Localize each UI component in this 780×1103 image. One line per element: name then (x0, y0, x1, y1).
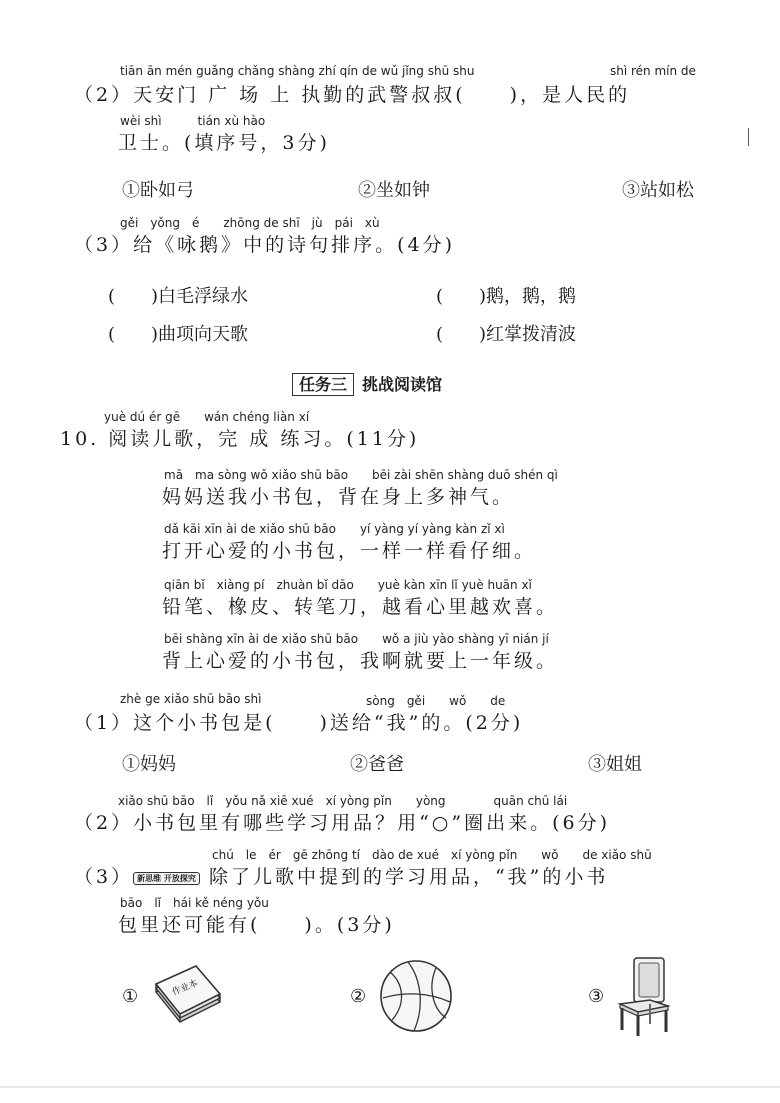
poem-pinyin-2: dǎ kāi xīn ài de xiǎo shū bāo yí yàng yí yàng kàn zǐ xì (164, 522, 505, 536)
q9-2-line-2: 卫士。(填序号，3分) (118, 132, 330, 154)
picture-label-1[interactable]: ① (122, 986, 139, 1007)
q10-1-pinyin-1: zhè ge xiǎo shū bāo shì (120, 692, 262, 706)
q9-3-item-3[interactable]: ( )曲项向天歌 (108, 324, 249, 345)
q10-3-line-1: 除了儿歌中提到的学习用品，“我”的小书 (208, 866, 609, 888)
margin-tick (748, 128, 749, 146)
poem-line-3: 铅笔、橡皮、转笔刀，越看心里越欢喜。 (162, 596, 559, 618)
q10-line: 10. 阅读儿歌，完 成 练习。(11分) (60, 428, 420, 450)
q9-3-item-2[interactable]: ( )鹅，鹅，鹅 (436, 286, 577, 307)
section-box-label: 任务三 (292, 373, 354, 396)
poem-line-4: 背上心爱的小书包，我啊就要上一年级。 (162, 650, 559, 672)
q9-2-option-1[interactable]: ①卧如弓 (122, 180, 194, 201)
q10-3-line-1-wrap (74, 862, 608, 889)
section-header (292, 372, 442, 395)
q10-2-pinyin: xiǎo shū bāo lǐ yǒu nǎ xiē xué xí yòng pǐn yòng quān chū lái (118, 794, 568, 808)
q10-3-pinyin-2: bāo lǐ hái kě néng yǒu (120, 896, 269, 910)
q9-2-pinyin-1: tiān ān mén guǎng chǎng shàng zhí qín de wǔ jǐng shū shu (120, 64, 475, 78)
poem-pinyin-1: mā ma sòng wǒ xiǎo shū bāo bēi zài shēn shàng duō shén qì (164, 468, 558, 482)
q10-1-option-3[interactable]: ③姐姐 (588, 754, 642, 775)
q10-3-line-2: 包里还可能有( )。(3分) (118, 914, 395, 936)
section-title: 挑战阅读馆 (362, 375, 443, 394)
poem-line-1: 妈妈送我小书包，背在身上多神气。 (162, 486, 515, 508)
q9-3-pinyin: gěi yǒng é zhōng de shī jù pái xù (120, 216, 380, 230)
q10-1-pinyin-2: sòng gěi wǒ de (366, 694, 506, 708)
q10-1-option-2[interactable]: ②爸爸 (350, 754, 404, 775)
q9-2-pinyin-2: shì rén mín de (610, 64, 696, 78)
picture-label-2[interactable]: ② (350, 986, 367, 1007)
q9-3-item-4[interactable]: ( )红掌拨清波 (436, 324, 577, 345)
new-thinking-badge: 新思维 开放探究 (133, 872, 200, 885)
book-cover-text: 作业本 (170, 978, 200, 998)
chair-image[interactable] (612, 954, 676, 1038)
poem-line-2: 打开心爱的小书包，一样一样看仔细。 (162, 540, 537, 562)
q10-1-option-1[interactable]: ①妈妈 (122, 754, 176, 775)
q10-pinyin: yuè dú ér gē wán chéng liàn xí (104, 410, 310, 424)
q9-2-option-3[interactable]: ③站如松 (622, 180, 694, 201)
q9-2-option-2[interactable]: ②坐如钟 (358, 180, 430, 201)
page-bottom-divider (0, 1086, 780, 1088)
q10-2-line: （2）小书包里有哪些学习用品？用“○”圈出来。(6分) (74, 812, 611, 834)
q9-2-pinyin-3: wèi shì tián xù hào (120, 114, 266, 128)
q9-3-item-1[interactable]: ( )白毛浮绿水 (108, 286, 249, 307)
q10-3-pinyin-1: chú le ér gē zhōng tí dào de xué xí yòng pǐn wǒ de xiǎo shū (212, 848, 652, 862)
q10-3-number: （3） (74, 866, 134, 888)
homework-book-image[interactable] (146, 952, 226, 1032)
q10-1-line: （1）这个小书包是( )送给“我”的。(2分) (74, 712, 524, 734)
poem-pinyin-3: qiān bǐ xiàng pí zhuàn bǐ dāo yuè kàn xīn lǐ yuè huān xǐ (164, 578, 532, 592)
q9-2-line-1: （2）天安门 广 场 上 执勤的武警叔叔( )，是人民的 (74, 84, 631, 106)
q9-3-line: （3）给《咏鹅》中的诗句排序。(4分) (74, 234, 456, 256)
poem-pinyin-4: bēi shàng xīn ài de xiǎo shū bāo wǒ a jiù yào shàng yī nián jí (164, 632, 549, 646)
picture-label-3[interactable]: ③ (588, 986, 605, 1007)
basketball-image[interactable] (378, 958, 454, 1034)
